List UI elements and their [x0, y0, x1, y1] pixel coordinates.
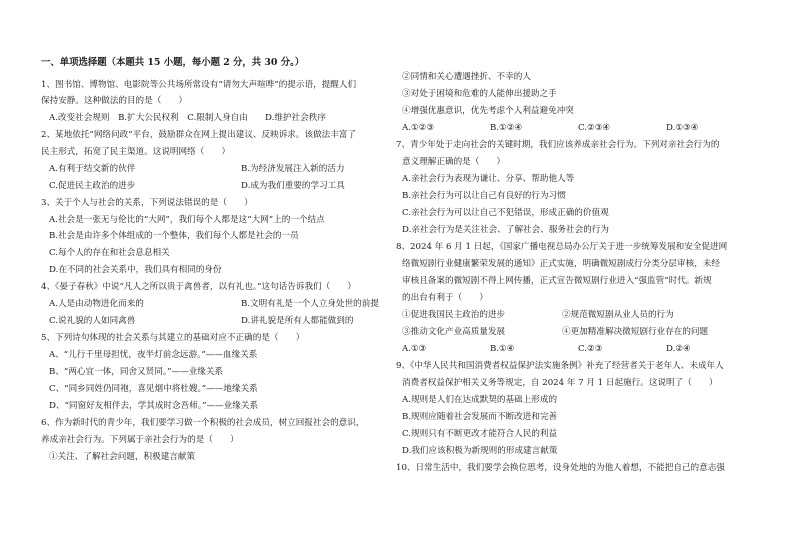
question-line: 4、《晏子春秋》中说“凡人之所以贵于禽兽者，以有礼也。”这句话告诉我们（ ） — [41, 282, 357, 292]
question-line: A.有利于结交新的伙伴 — [49, 164, 136, 174]
question-line: B.规则应随着社会发展而不断改进和完善 — [402, 412, 558, 422]
question-line: 的出台有利于（ ） — [402, 293, 488, 303]
section-heading: 一、单项选择题（本题共 15 小题，每小题 2 分，共 30 分。） — [41, 57, 305, 68]
question-line: 8、2024 年 6 月 1 日起，《国家广播电视总局办公厅关于进一步统筹发展和安全促进网 — [396, 242, 728, 252]
question-line: ③推动文化产业高质量发展 — [402, 327, 506, 337]
question-line: A.规则是人们在达成默契的基础上形成的 — [402, 395, 558, 405]
answer-option: B.文明有礼是一个人立身处世的前提 — [241, 299, 379, 309]
question-line: ②同情和关心遭遇挫折、不幸的人 — [402, 72, 531, 82]
question-line: 审核且备案的微短剧不得上网传播，正式宣告微短剧行业进入“强监管”时代。新规 — [402, 276, 712, 286]
question-line: C.规则只有不断更改才能符合人民的利益 — [402, 429, 558, 439]
question-line: 2、某地依托“网络问政”平台，鼓励群众在网上提出建议、反映诉求。该做法丰富了 — [41, 130, 357, 140]
question-line: C.每个人的存在和社会息息相关 — [49, 248, 170, 258]
question-line: 6、作为新时代的青少年，我们要学习做一个积极的社会成员，树立回报社会的意识， — [41, 418, 365, 428]
question-line: 5、下列诗句体现的社会关系与其建立的基础对应不正确的是（ ） — [41, 333, 305, 343]
question-line: 养成亲社会行为。下列属于亲社会行为的是（ ） — [41, 435, 239, 445]
question-line: D、“同窗好友相伴去，学其成时念吾师。”——业缘关系 — [49, 401, 259, 411]
question-line: 1、图书馆、博物馆、电影院等公共场所常设有“请勿大声喧哗”的提示语，提醒人们 — [41, 80, 357, 90]
question-line: 意义理解正确的是（ ） — [402, 157, 506, 167]
question-line: A.亲社会行为表现为谦让、分享、帮助他人等 — [402, 174, 575, 184]
question-line: ①促进我国民主政治的进步 — [402, 310, 506, 320]
answer-option: B.①④ — [490, 344, 515, 354]
answer-option: D.②④ — [666, 344, 691, 354]
question-line: B、“两心宜一体，同舍又贤同。”——业缘关系 — [49, 367, 224, 377]
question-line: B.社会是由许多个体组成的一个整体，我们每个人都是社会的一员 — [49, 231, 299, 241]
question-line: A.①③ — [402, 344, 427, 354]
question-line: D.在不同的社会关系中，我们具有相同的身份 — [49, 265, 222, 275]
answer-option: ④更加精准解决微短剧行业存在的问题 — [562, 327, 709, 337]
question-line: C、“同乡同姓仍同袍，喜见烟中将杜嫂。”——地缘关系 — [49, 384, 258, 394]
question-line: 消费者权益保护相关义务等规定，自 2024 年 7 月 1 日起施行。这说明了（ ） — [402, 378, 718, 388]
question-line: C.说礼貌的人如同禽兽 — [49, 316, 136, 326]
question-line: A.人是由动物进化而来的 — [49, 299, 144, 309]
question-line: A.社会是一张无与伦比的“大网”，我们每个人都是这“大网”上的一个结点 — [49, 215, 325, 225]
question-line: ④增强优惠意识，优先考虑个人利益避免冲突 — [402, 106, 574, 116]
question-line: A.①②③ — [402, 123, 435, 133]
answer-option: D.①③④ — [666, 123, 699, 133]
answer-option: D.成为我们重要的学习工具 — [241, 181, 345, 191]
question-line: B.亲社会行为可以让自己有良好的行为习惯 — [402, 191, 566, 201]
question-line: C.促进民主政治的进步 — [49, 181, 136, 191]
question-line: A.改变社会规则 B.扩大公民权利 C.限制人身自由 D.维护社会秩序 — [49, 113, 326, 123]
question-line: 络微短剧行业健康繁荣发展的通知》正式实施，明确微短剧成行分类分层审核，未经 — [402, 259, 720, 269]
question-line: D.亲社会行为是关注社会、了解社会、服务社会的行为 — [402, 225, 609, 235]
question-line: 10、日常生活中，我们要学会换位思考，设身处地的为他人着想，不能把自己的意志强 — [396, 463, 725, 473]
answer-option: B.①②④ — [490, 123, 523, 133]
answer-option: ②规范微短剧从业人员的行为 — [562, 310, 674, 320]
question-line: 民主形式，拓宽了民主渠道。这说明网络（ ） — [41, 147, 231, 157]
question-line: A、“儿行千里母担忧，夜半灯前念远游。”——血缘关系 — [49, 350, 258, 360]
question-line: 9、《中华人民共和国消费者权益保护法实施条例》补充了经营者关于老年人、未成年人 — [396, 361, 724, 371]
question-line: 保持安静。这种做法的目的是（ ） — [41, 96, 188, 106]
question-line: D.我们应该积极为新规则的形成建言献策 — [402, 446, 558, 456]
question-line: 3、关于个人与社会的关系，下列说法错误的是（ ） — [41, 198, 253, 208]
question-line: ③对处于困境和危难的人能伸出援助之手 — [402, 89, 557, 99]
question-line: C.亲社会行为可以让自己不犯错误，形成正确的价值观 — [402, 208, 609, 218]
answer-option: D.讲礼貌是所有人都能做到的 — [241, 316, 354, 326]
answer-option: C.②③ — [578, 344, 603, 354]
answer-option: B.为经济发展注入新的活力 — [241, 164, 345, 174]
question-line: ①关注、了解社会问题，积极建言献策 — [49, 452, 196, 462]
question-line: 7、青少年处于走向社会的关键时期，我们应该养成亲社会行为。下列对亲社会行为的 — [396, 140, 720, 150]
answer-option: C.②③④ — [578, 123, 611, 133]
